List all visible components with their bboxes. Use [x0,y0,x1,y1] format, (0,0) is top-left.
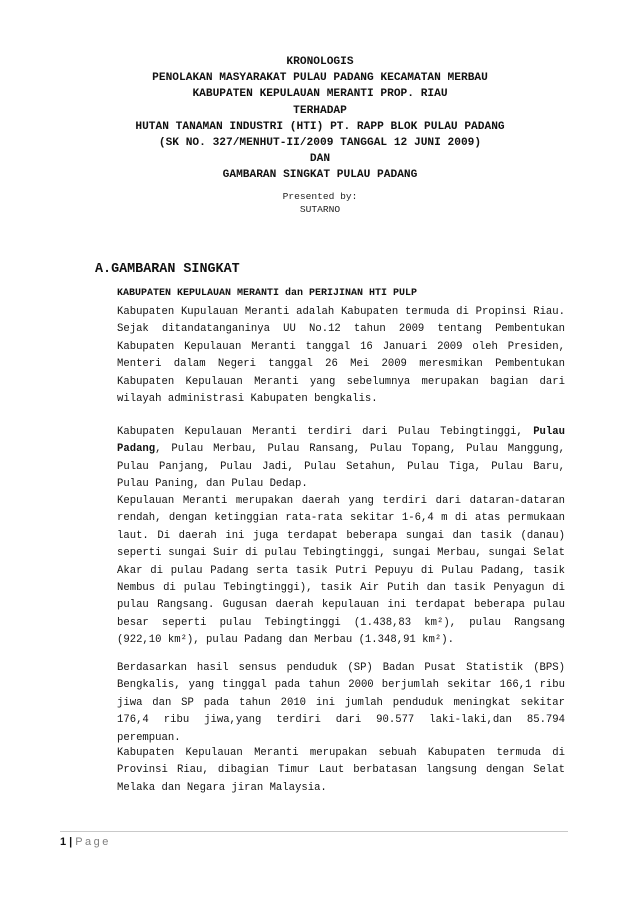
footer-separator: | [69,836,73,848]
paragraph-2-bold: Pulau Padang [117,426,565,456]
title-line: KABUPATEN KEPULAUAN MERANTI PROP. RIAU [192,88,448,101]
title-line: HUTAN TANAMAN INDUSTRI (HTI) PT. RAPP BLOK PULAU PADANG [135,120,505,133]
title-line: GAMBARAN SINGKAT PULAU PADANG [222,169,418,182]
document-title [60,54,580,184]
presenter-label: Presented by: [282,191,358,202]
paragraph-5: Kabupaten Kepulauan Meranti merupakan sebuah Kabupaten termuda di Provinsi Riau, dibagian Timur Laut berbatasan langsung dengan Selat Melaka dan Negara jiran Malaysia. [117,747,565,794]
presenter-name: SUTARNO [299,204,341,215]
page-number: 1 [60,836,67,848]
paragraph-2 [117,424,565,494]
title-line: KRONOLOGIS [286,56,354,68]
paragraph-4: Berdasarkan hasil sensus penduduk (SP) Badan Pusat Statistik (BPS) Bengkalis, yang tinggal pada tahun 2000 berjumlah sekitar 166,1 ribu jiwa dan SP pada tahun 2010 ini jumlah penduduk meningkat sekitar 176,4 ribu jiwa,yang terdiri dari 90.577 laki-laki,dan 85.794 perempuan. [117,662,565,744]
presenter-block [240,190,400,216]
title-line: PENOLAKAN MASYARAKAT PULAU PADANG KECAMATAN MERBAU [152,72,488,85]
paragraph-3: Kepulauan Meranti merupakan daerah yang terdiri dari dataran-dataran rendah, dengan ketinggian rata-rata sekitar 1-6,4 m di atas permukaan laut. Di daerah ini juga terdapat beberapa sungai dan tasik (danau) seperti sungai Suir di pulau Tebingtinggi, sungai Merbau, sungai Selat Akar di pulau Padang serta tasik Putri Pepuyu di Pulau Padang, tasik Nembus di pulau Tebingtinggi), tasik Air Putih dan tasik Penyagun di pulau Rangsang. Gugusan daerah kepulauan ini terdapat beberapa pulau besar seperti pulau Tebingtinggi (1.438,83 km²), pulau Rangsang (922,10 km²), pulau Padang dan Merbau (1.348,91 km²). [117,495,565,647]
paragraph-2-text: Kabupaten Kepulauan Meranti terdiri dari Pulau Tebingtinggi, [117,426,534,438]
title-line: TERHADAP [293,104,347,117]
title-line: (SK NO. 327/MENHUT-II/2009 TANGGAL 12 JUNI 2009) [158,137,482,150]
footer-divider [60,831,568,832]
paragraph-2-text: , Pulau Merbau, Pulau Ransang, Pulau Topang, Pulau Manggung, Pulau Panjang, Pulau Jadi, Pulau Setahun, Pulau Tiga, Pulau Baru, Pulau Paning, dan Pulau Dedap. [117,443,565,491]
paragraph-1: Kabupaten Kupulauan Meranti adalah Kabupaten termuda di Propinsi Riau. Sejak ditandatanganinya UU No.12 tahun 2009 tentang Pembentukan Kabupaten Kepulauan Meranti tanggal 16 Januari 2009 oleh Presiden, Menteri dalam Negeri tanggal 26 Mei 2009 meresmikan Pembentukan Kabupaten Kepulauan Meranti yang sebelumnya merupakan bagian dari wilayah administrasi Kabupaten bengkalis. [117,306,565,406]
section-heading: A.GAMBARAN SINGKAT [95,262,240,277]
section-subheading: KABUPATEN KEPULAUAN MERANTI dan PERIJINAN HTI PULP [117,288,418,299]
page-footer [60,836,111,848]
title-line: DAN [309,153,331,166]
page-label: Page [75,836,111,848]
